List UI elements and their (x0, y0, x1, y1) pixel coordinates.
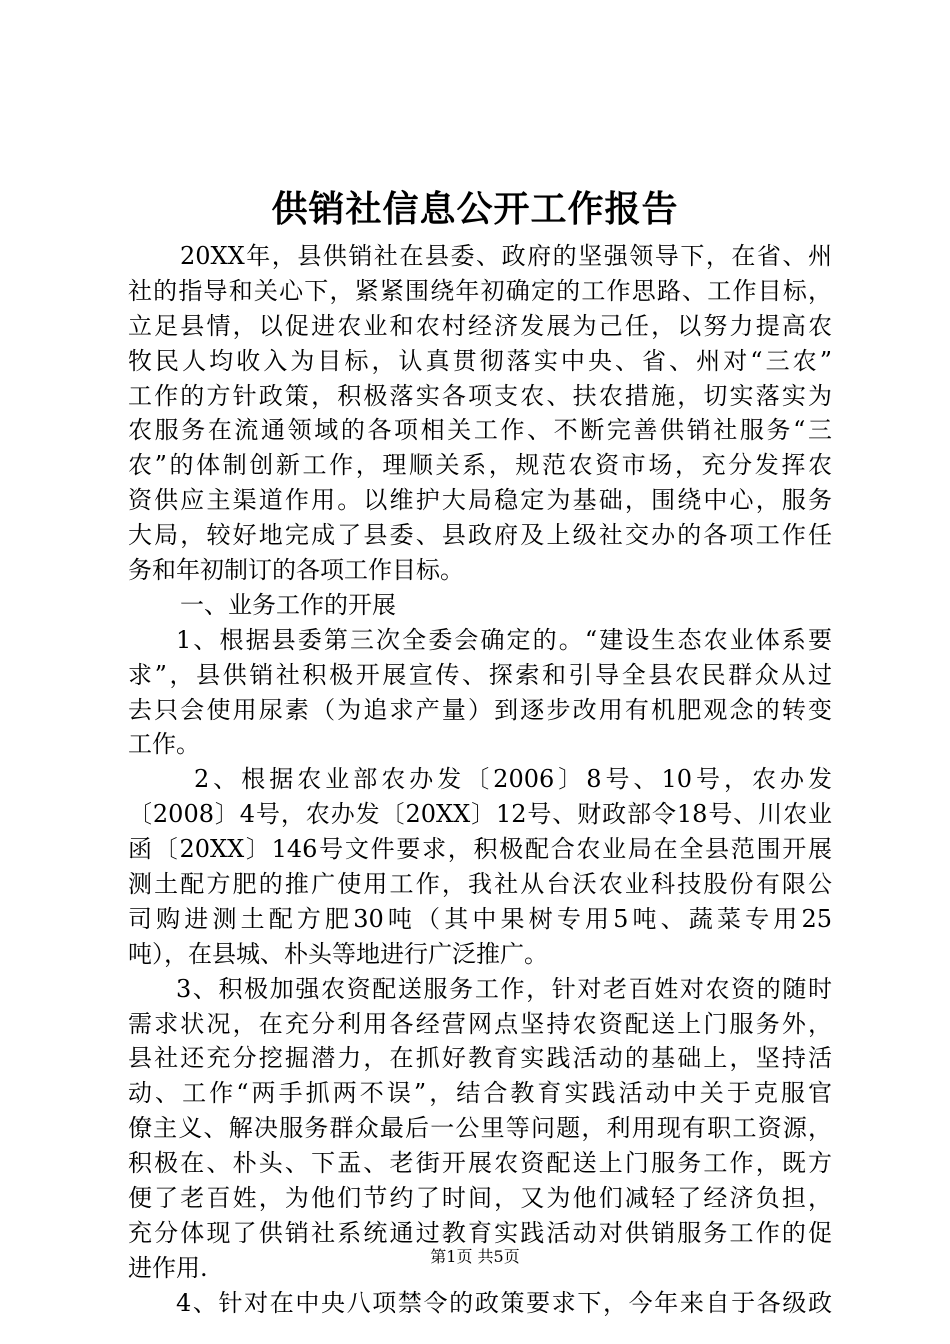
body-line: 4、针对在中央八项禁令的政策要求下，今年来自于各级政 (176, 1288, 832, 1317)
section-heading: 一、业务工作的开展 (180, 590, 396, 619)
body-line: 农服务在流通领域的各项相关工作、不断完善供销社服务“三 (128, 416, 832, 445)
body-line: 进作用. (128, 1253, 208, 1282)
body-line: 吨），在县城、朴头等地进行广泛推广。 (128, 939, 548, 968)
body-line: 积极在、朴头、下盂、老街开展农资配送上门服务工作，既方 (128, 1149, 832, 1178)
body-line: 工作。 (128, 730, 200, 759)
body-line: 务和年初制订的各项工作目标。 (128, 556, 464, 585)
page-footer: 第1页 共5页 (430, 1247, 520, 1266)
body-line: 牧民人均收入为目标，认真贯彻落实中央、省、州对“三农” (128, 346, 832, 375)
body-line: 工作的方针政策，积极落实各项支农、扶农措施，切实落实为 (128, 381, 832, 410)
body-line: 僚主义、解决服务群众最后一公里等问题，利用现有职工资源， (128, 1114, 832, 1143)
document-body (128, 239, 832, 1321)
body-line: 〔2008〕4号，农办发〔20XX〕12号、财政部令18号、川农业 (128, 800, 832, 829)
document-title: 供销社信息公开工作报告 (271, 188, 679, 230)
body-line: 大局，较好地完成了县委、县政府及上级社交办的各项工作任 (128, 521, 832, 550)
body-line: 求”，县供销社积极开展宣传、探索和引导全县农民群众从过 (128, 660, 832, 689)
body-line: 农”的体制创新工作，理顺关系，规范农资市场，充分发挥农 (128, 451, 832, 480)
body-line: 资供应主渠道作用。以维护大局稳定为基础，围绕中心，服务 (128, 486, 832, 515)
body-line: 函〔20XX〕146号文件要求，积极配合农业局在全县范围开展 (128, 835, 832, 864)
body-line: 充分体现了供销社系统通过教育实践活动对供销服务工作的促 (128, 1218, 832, 1247)
body-line: 测土配方肥的推广使用工作，我社从台沃农业科技股份有限公 (128, 870, 832, 899)
body-line: 去只会使用尿素（为追求产量）到逐步改用有机肥观念的转变 (128, 695, 832, 724)
body-line: 司购进测土配方肥30吨（其中果树专用5吨、蔬菜专用25 (128, 904, 832, 933)
body-line: 1、根据县委第三次全委会确定的。“建设生态农业体系要 (176, 625, 832, 654)
body-line: 立足县情，以促进农业和农村经济发展为己任，以努力提高农 (128, 311, 832, 340)
body-line: 3、积极加强农资配送服务工作，针对老百姓对农资的随时 (176, 974, 832, 1003)
body-line: 动、工作“两手抓两不误”，结合教育实践活动中关于克服官 (128, 1079, 832, 1108)
body-line: 2、根据农业部农办发〔2006〕8号、10号，农办发 (194, 765, 832, 794)
body-line: 社的指导和关心下，紧紧围绕年初确定的工作思路、工作目标， (128, 276, 832, 305)
body-line: 县社还充分挖掘潜力，在抓好教育实践活动的基础上，坚持活 (128, 1044, 832, 1073)
body-line: 20XX年，县供销社在县委、政府的坚强领导下，在省、州 (180, 242, 832, 270)
body-line: 便了老百姓，为他们节约了时间，又为他们减轻了经济负担， (128, 1184, 832, 1213)
body-line: 需求状况，在充分利用各经营网点坚持农资配送上门服务外， (128, 1009, 832, 1038)
